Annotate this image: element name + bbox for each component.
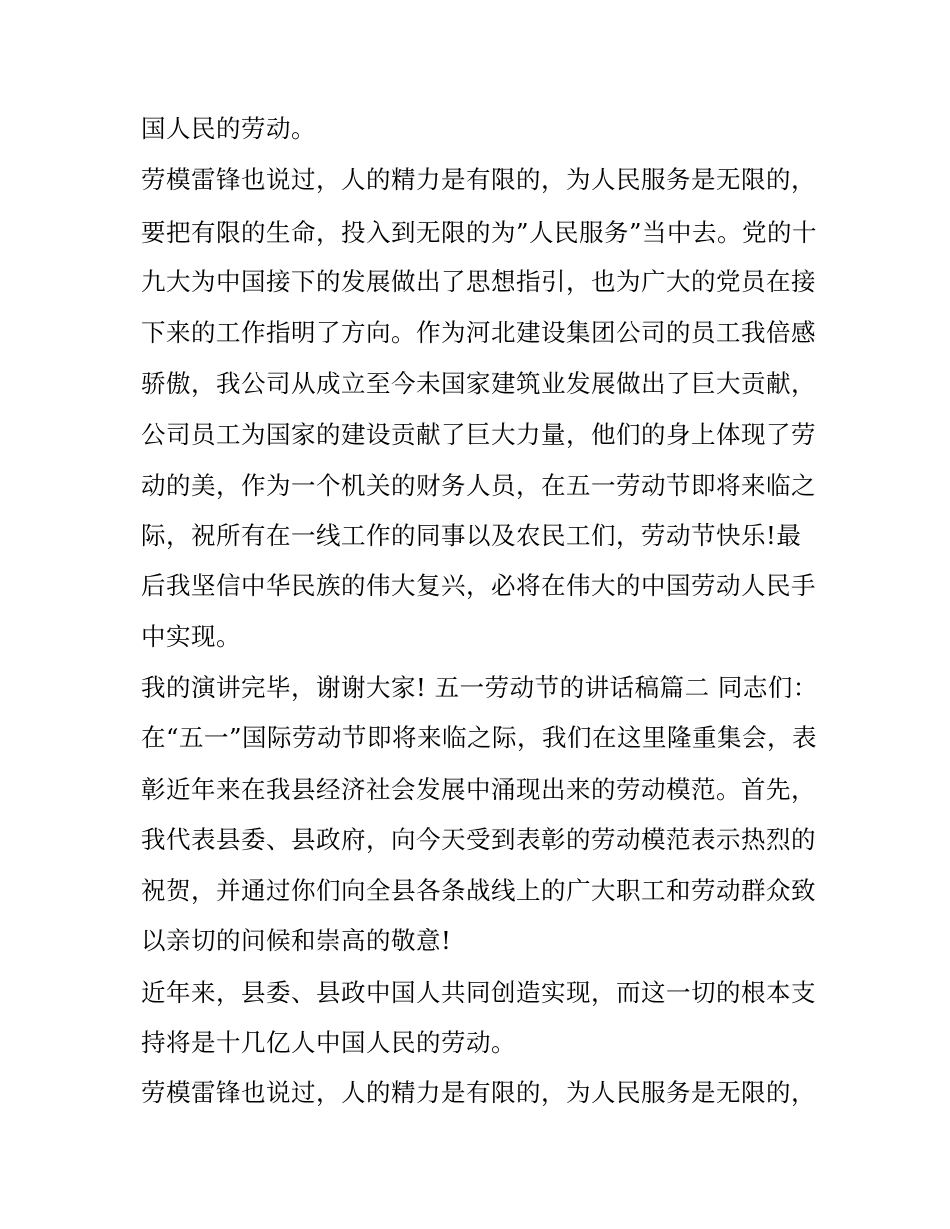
text-line: 在“五一”国际劳动节即将来临之际，我们在这里隆重集会，表 [141, 723, 818, 752]
text-line: 公司员工为国家的建设贡献了巨大力量，他们的身上体现了劳 [141, 420, 816, 449]
text-line: 动的美，作为一个机关的财务人员，在五一劳动节即将来临之 [141, 471, 816, 500]
text-line: 持将是十几亿人中国人民的劳动。 [141, 1028, 516, 1057]
text-line: 劳模雷锋也说过，人的精力是有限的，为人民服务是无限的， [141, 165, 816, 194]
text-line: 祝贺，并通过你们向全县各条战线上的广大职工和劳动群众致 [141, 876, 816, 905]
text-line: 骄傲，我公司从成立至今未国家建筑业发展做出了巨大贡献， [141, 369, 816, 398]
text-line: 彰近年来在我县经济社会发展中涌现出来的劳动模范。首先， [141, 775, 816, 804]
text-line: 要把有限的生命，投入到无限的为”人民服务”当中去。党的十 [141, 218, 818, 247]
text-line: 九大为中国接下的发展做出了思想指引，也为广大的党员在接 [141, 267, 816, 296]
text-line: 劳模雷锋也说过，人的精力是有限的，为人民服务是无限的， [141, 1078, 816, 1107]
text-line: 近年来，县委、县政中国人共同创造实现，而这一切的根本支 [141, 978, 816, 1007]
text-line: 我代表县委、县政府，向今天受到表彰的劳动模范表示热烈的 [141, 825, 816, 854]
text-line: 以亲切的问候和崇高的敬意! [141, 926, 452, 955]
text-line: 我的演讲完毕，谢谢大家! 五一劳动节的讲话稿篇二 同志们： [141, 673, 818, 702]
text-line: 后我坚信中华民族的伟大复兴，必将在伟大的中国劳动人民手 [141, 571, 816, 600]
text-line: 际，祝所有在一线工作的同事以及农民工们，劳动节快乐!最 [141, 521, 802, 550]
text-line: 国人民的劳动。 [141, 114, 316, 143]
text-line: 下来的工作指明了方向。作为河北建设集团公司的员工我倍感 [141, 318, 816, 347]
text-line: 中实现。 [141, 622, 241, 651]
